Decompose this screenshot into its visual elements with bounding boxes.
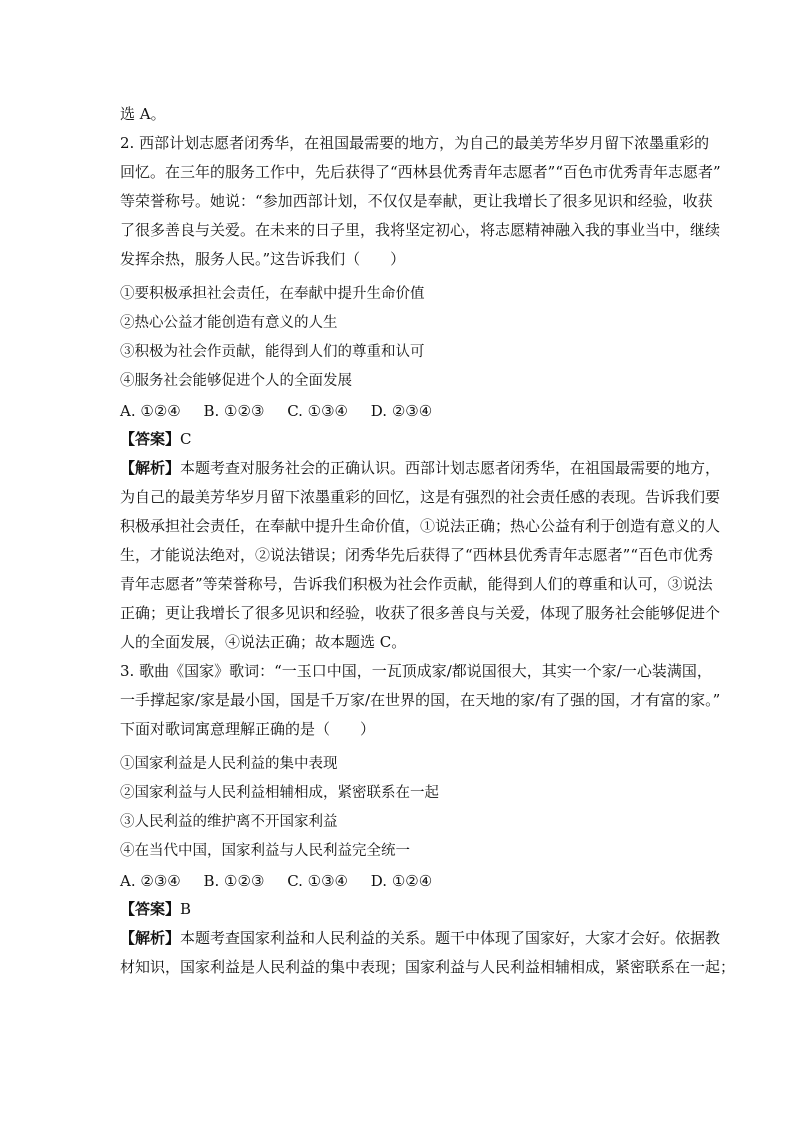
q2-stem-line: 发挥余热，服务人民。”这告诉我们（ ）: [120, 250, 406, 268]
q2-choice-c: C. ①③④: [287, 402, 349, 420]
intro-line: 选 A。: [120, 105, 166, 123]
question-3: [120, 657, 736, 982]
q2-choice-d: D. ②③④: [370, 402, 433, 420]
q2-choice-b: B. ①②③: [203, 402, 265, 420]
q2-stem-line: 等荣誉称号。她说：“参加西部计划，不仅仅是奉献，更让我增长了很多见识和经验，收获: [120, 192, 713, 210]
answer-label: 【答案】: [120, 900, 181, 918]
q3-choice-b: B. ①②③: [203, 872, 265, 890]
q2-stem-line: 回忆。在三年的服务工作中，先后获得了“西林县优秀青年志愿者”“百色市优秀青年志愿者”: [120, 163, 721, 181]
analysis-text: 本题考查国家利益和人民利益的关系。题干中体现了国家好，大家才会好。依据教: [180, 929, 721, 947]
answer-value: B: [180, 900, 192, 918]
analysis-label: 【解析】: [120, 929, 181, 947]
q3-choices: [120, 867, 680, 895]
q2-analysis-line: 青年志愿者”等荣誉称号，告诉我们积极为社会作贡献，能得到人们的尊重和认可，③说法: [120, 575, 713, 593]
q3-choice-c: C. ①③④: [287, 872, 349, 890]
q2-option: ②热心公益才能创造有意义的人生: [120, 315, 338, 331]
q3-choice-d: D. ①②④: [370, 872, 433, 890]
question-2: [120, 129, 721, 657]
q2-stem-line: 了很多善良与关爱。在未来的日子里，我将坚定初心，将志愿精神融入我的事业当中，继续: [120, 221, 721, 239]
q3-option: ①国家利益是人民利益的集中表现: [120, 756, 338, 772]
q2-option: ④服务社会能够促进个人的全面发展: [120, 373, 352, 389]
q3-stem-line: 一手撑起家/家是最小国，国是千万家/在世界的国，在天地的家/有了强的国，才有富的家。”: [120, 691, 721, 709]
q3-stem-line: 下面对歌词寓意理解正确的是（ ）: [120, 720, 376, 738]
q3-stem-line: 3. 歌曲《国家》歌词：“一玉口中国，一瓦顶成家/都说国很大，其实一个家/一心装满国，: [120, 662, 712, 680]
q2-analysis-line: [120, 454, 721, 483]
answer-label: 【答案】: [120, 430, 181, 448]
q2-stem-line: 2. 西部计划志愿者闭秀华，在祖国最需要的地方，为自己的最美芳华岁月留下浓墨重彩的: [120, 134, 710, 152]
q3-option: ④在当代中国，国家利益与人民利益完全统一: [120, 843, 410, 859]
q3-analysis-line: [120, 924, 721, 953]
q3-analysis-line: 材知识，国家利益是人民利益的集中表现；国家利益与人民利益相辅相成，紧密联系在一起；: [120, 958, 736, 976]
document-content: [120, 100, 736, 982]
analysis-label: 【解析】: [120, 459, 181, 477]
q2-analysis-line: 积极承担社会责任，在奉献中提升生命价值，①说法正确；热心公益有利于创造有意义的人: [120, 517, 721, 535]
q2-analysis-line: 为自己的最美芳华岁月留下浓墨重彩的回忆，这是有强烈的社会责任感的表现。告诉我们要: [120, 488, 721, 506]
answer-value: C: [180, 430, 192, 448]
q2-option: ①要积极承担社会责任，在奉献中提升生命价值: [120, 286, 425, 302]
analysis-text: 本题考查对服务社会的正确认识。西部计划志愿者闭秀华，在祖国最需要的地方，: [180, 459, 721, 477]
q2-option: ③积极为社会作贡献，能得到人们的尊重和认可: [120, 344, 425, 360]
q2-answer: [120, 425, 680, 454]
q2-analysis-line: 正确；更让我增长了很多见识和经验，收获了很多善良与关爱，体现了服务社会能够促进个: [120, 604, 721, 622]
q3-choice-a: A. ②③④: [120, 872, 181, 890]
q3-option: ②国家利益与人民利益相辅相成，紧密联系在一起: [120, 785, 439, 801]
q3-option: ③人民利益的维护离不开国家利益: [120, 814, 338, 830]
q2-analysis-line: 人的全面发展，④说法正确；故本题选 C。: [120, 633, 407, 651]
q2-choices: [120, 397, 680, 425]
q2-analysis-line: 生，才能说法绝对，②说法错误；闭秀华先后获得了“西林县优秀青年志愿者”“百色市优秀: [120, 546, 714, 564]
q2-choice-a: A. ①②④: [120, 402, 181, 420]
q3-answer: [120, 895, 680, 924]
